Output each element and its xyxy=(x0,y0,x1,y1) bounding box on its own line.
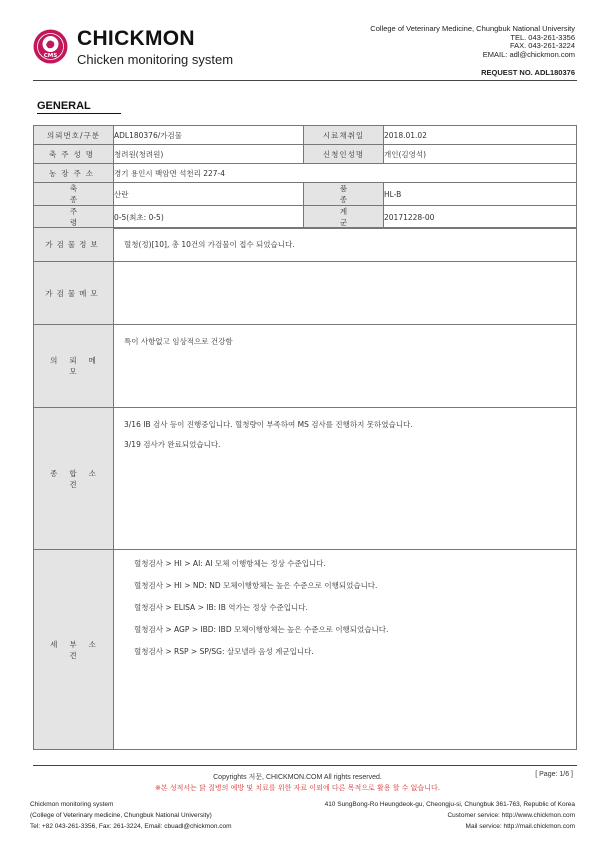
request-number: REQUEST NO. ADL180376 xyxy=(481,68,575,77)
detail-line: 혈청검사 > ELISA > IB: IB 역가는 정상 수준입니다. xyxy=(134,603,308,612)
section-underline xyxy=(37,113,121,114)
label-applicant: 신청인성명 xyxy=(304,145,384,164)
footer-left-line: Chickmon monitoring system xyxy=(30,801,114,808)
logo-text: CMS xyxy=(43,53,58,59)
table-row xyxy=(34,126,577,145)
detail-line: 혈청검사 > RSP > SP/SG: 살모넬라 음성 계군입니다. xyxy=(134,647,314,656)
memo-table xyxy=(33,227,577,750)
value-species: 산란 xyxy=(114,183,304,206)
label-species: 축종 xyxy=(34,183,114,206)
label-age: 주령 xyxy=(34,206,114,229)
table-row xyxy=(34,228,577,262)
table-row xyxy=(34,183,577,206)
organization-info xyxy=(370,25,575,59)
brand-subtitle: Chicken monitoring system xyxy=(77,52,234,67)
info-table xyxy=(33,125,577,229)
footer-right-line: Mail service: http://mail.chickmon.com xyxy=(465,823,575,830)
page-number: [ Page: 1/6 ] xyxy=(535,771,573,778)
org-line: EMAIL: adl@chickmon.com xyxy=(482,49,575,59)
chickmon-logo xyxy=(33,29,68,64)
value-request-no: ADL180376/가검물 xyxy=(114,126,304,145)
value-applicant: 개인(김영석) xyxy=(384,145,577,164)
org-line: TEL. 043-261-3356 xyxy=(510,32,575,42)
org-line: College of Veterinary Medicine, Chungbuk National University xyxy=(370,24,575,33)
usage-warning: ※본 성적서는 닭 질병의 예방 및 치료를 위한 자료 이외에 다른 목적으로 활용 할 수 없습니다. xyxy=(155,784,440,792)
overall-line: 3/16 IB 검사 등이 진행중입니다. 혈청량이 부족하여 MS 검사를 진행하지 못하였습니다. xyxy=(124,420,413,429)
label-request-memo: 의뢰메모 xyxy=(34,325,114,408)
label-sampling-date: 시료채취일 xyxy=(304,126,384,145)
label-detail-opinion: 세부소견 xyxy=(34,550,114,750)
label-overall-opinion: 종합소견 xyxy=(34,408,114,550)
detail-line: 혈청검사 > HI > AI: AI 모체 이행항체는 정상 수준입니다. xyxy=(134,559,326,568)
detail-line: 혈청검사 > AGP > IBD: IBD 모체이행항체는 높은 수준으로 이행되었습니다. xyxy=(134,625,389,634)
value-sample-info: 혈청(정)[10], 총 10건의 가검물이 접수 되었습니다. xyxy=(114,228,577,262)
request-memo-cell xyxy=(114,325,577,408)
overall-opinion-cell xyxy=(114,408,577,550)
footer-right-line: Customer service: http://www.chickmon.com xyxy=(447,812,575,819)
label-breed: 품종 xyxy=(304,183,384,206)
table-row xyxy=(34,408,577,550)
label-sample-memo: 가검물메모 xyxy=(34,262,114,325)
label-farm-address: 농장주소 xyxy=(34,164,114,183)
table-row xyxy=(34,164,577,183)
detail-opinion-cell xyxy=(114,550,577,750)
value-breed: HL-B xyxy=(384,183,577,206)
table-row xyxy=(34,206,577,229)
label-flock: 계군 xyxy=(304,206,384,229)
footer-right-line: 410 SungBong-Ro Heungdeok-gu, Cheongju-si, Chungbuk 361-763, Republic of Korea xyxy=(324,801,575,808)
detail-line: 혈청검사 > HI > ND: ND 모체이행항체는 높은 수준으로 이행되었습니다. xyxy=(134,581,378,590)
label-request-no: 의뢰번호/구분 xyxy=(34,126,114,145)
footer-divider xyxy=(33,765,577,766)
table-row xyxy=(34,325,577,408)
brand-title: CHICKMON xyxy=(77,27,195,50)
table-row xyxy=(34,550,577,750)
value-age: 0-5(최초: 0-5) xyxy=(114,206,304,229)
request-memo-text: 특이 사항없고 임상적으로 건강함 xyxy=(124,337,233,346)
table-row xyxy=(34,145,577,164)
value-owner: 청려원(청려원) xyxy=(114,145,304,164)
value-flock: 20171228-00 xyxy=(384,206,577,229)
overall-line: 3/19 검사가 완료되었습니다. xyxy=(124,440,221,449)
value-sample-memo xyxy=(114,262,577,325)
value-sampling-date: 2018.01.02 xyxy=(384,126,577,145)
org-line: FAX. 043-261-3224 xyxy=(509,41,575,50)
section-title: GENERAL xyxy=(37,100,91,112)
copyright: Copyrights 저문, CHICKMON.COM All rights reserved. xyxy=(213,774,382,781)
header-divider xyxy=(33,80,577,81)
table-row xyxy=(34,262,577,325)
value-farm-address: 경기 용인시 백암면 석천리 227-4 xyxy=(114,164,577,183)
label-sample-info: 가검물정보 xyxy=(34,228,114,262)
footer-left-line: (College of Veterinary medicine, Chungbuk National University) xyxy=(30,812,212,819)
label-owner: 축주성명 xyxy=(34,145,114,164)
footer-left-line: Tel: +82 043-261-3356, Fax: 261-3224, Email: cbuadl@chickmon.com xyxy=(30,823,232,830)
